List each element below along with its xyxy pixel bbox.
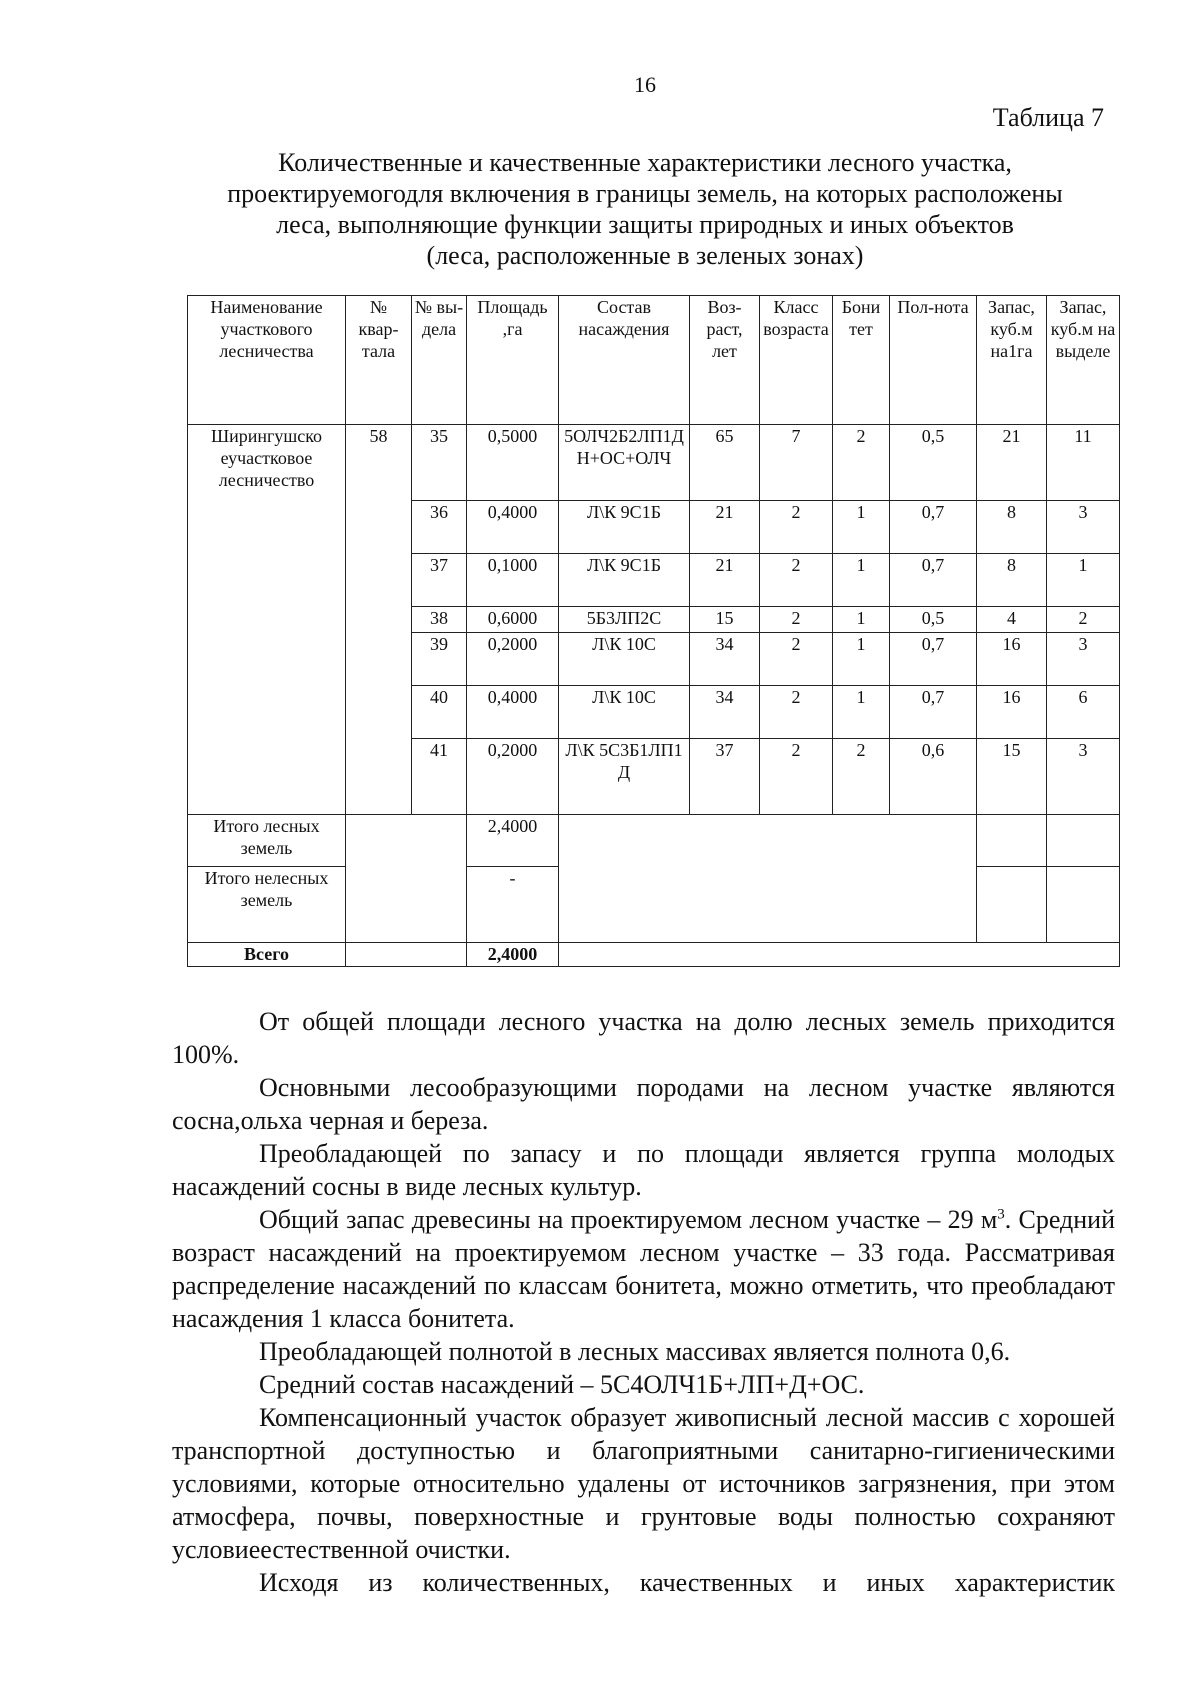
vydel-cell: 38 [412, 607, 467, 633]
forest-characteristics-table [187, 295, 1120, 967]
paragraph: Компенсационный участок образует живописный лесной массив с хорошей транспортной доступностью и благоприятными санитарно-гигиеническими условиями, которые относительно удалены от источников загрязнения, при этом атмосфера, почвы, поверхностные и грунтовые воды полностью сохраняют условиеестественной очистки. [172, 1403, 1115, 1564]
paragraph: Преобладающей полнотой в лесных массивах является полнота 0,6. [259, 1337, 1011, 1366]
age-class-cell: 2 [760, 554, 833, 607]
age-cell: 34 [690, 633, 760, 686]
header-density: Пол-нота [890, 296, 977, 425]
area-cell: 0,2000 [467, 633, 559, 686]
header-stock-total: Запас, куб.м на выделе [1047, 296, 1120, 425]
density-cell: 0,5 [890, 607, 977, 633]
vydel-cell: 41 [412, 739, 467, 815]
density-cell: 0,7 [890, 554, 977, 607]
stock-per-ha-cell: 8 [977, 501, 1047, 554]
bonitet-cell: 1 [833, 554, 890, 607]
table-header-row [188, 296, 1120, 425]
table-title [160, 147, 1130, 271]
empty-cell [977, 867, 1047, 943]
header-quarter: № квар-тала [346, 296, 412, 425]
paragraph-part: Общий запас древесины на проектируемом лесном участке – 29 м [259, 1205, 998, 1234]
density-cell: 0,7 [890, 633, 977, 686]
stock-per-ha-cell: 8 [977, 554, 1047, 607]
quarter-number: 58 [346, 425, 412, 815]
stock-total-cell: 11 [1047, 425, 1120, 501]
empty-cell [346, 815, 467, 943]
paragraph: Основными лесообразующими породами на лесном участке являются сосна,ольха черная и береза. [172, 1073, 1115, 1135]
composition-cell: 5Б3ЛП2С [559, 607, 690, 633]
total-forest-label: Итого лесных земель [188, 815, 346, 867]
stock-total-cell: 3 [1047, 633, 1120, 686]
total-forest-row [188, 815, 1120, 867]
header-stock-per-ha: Запас, куб.м на1га [977, 296, 1047, 425]
stock-per-ha-cell: 16 [977, 686, 1047, 739]
grand-total-label: Всего [188, 943, 346, 967]
header-bonitet: Бони тет [833, 296, 890, 425]
empty-cell [1047, 815, 1120, 867]
grand-total-row [188, 943, 1120, 967]
forestry-name: Ширингушско еучастковое лесничество [188, 425, 346, 815]
age-cell: 34 [690, 686, 760, 739]
table-label: Таблица 7 [992, 103, 1104, 132]
stock-total-cell: 2 [1047, 607, 1120, 633]
area-cell: 0,4000 [467, 501, 559, 554]
stock-per-ha-cell: 4 [977, 607, 1047, 633]
age-class-cell: 2 [760, 607, 833, 633]
vydel-cell: 37 [412, 554, 467, 607]
vydel-cell: 35 [412, 425, 467, 501]
paragraph: Средний состав насаждений – 5С4ОЛЧ1Б+ЛП+Д+ОС. [259, 1370, 865, 1399]
vydel-cell: 40 [412, 686, 467, 739]
area-cell: 0,6000 [467, 607, 559, 633]
composition-cell: Л\К 5С3Б1ЛП1 Д [559, 739, 690, 815]
grand-total-area: 2,4000 [467, 943, 559, 967]
composition-cell: Л\К 9С1Б [559, 554, 690, 607]
header-composition: Состав насаждения [559, 296, 690, 425]
bonitet-cell: 1 [833, 607, 890, 633]
empty-cell [346, 943, 467, 967]
paragraph: Исходя из количественных, качественных и иных характеристик [259, 1568, 1115, 1597]
bonitet-cell: 2 [833, 425, 890, 501]
composition-cell: Л\К 10С [559, 686, 690, 739]
vydel-cell: 39 [412, 633, 467, 686]
composition-cell: Л\К 10С [559, 633, 690, 686]
density-cell: 0,6 [890, 739, 977, 815]
paragraph [172, 1203, 1115, 1335]
area-cell: 0,5000 [467, 425, 559, 501]
stock-per-ha-cell: 21 [977, 425, 1047, 501]
age-cell: 15 [690, 607, 760, 633]
composition-cell: Л\К 9С1Б [559, 501, 690, 554]
header-vydel: № вы-дела [412, 296, 467, 425]
title-line: проектируемогодля включения в границы земель, на которых расположены [227, 179, 1063, 208]
age-class-cell: 2 [760, 633, 833, 686]
header-area: Площадь ,га [467, 296, 559, 425]
area-cell: 0,2000 [467, 739, 559, 815]
age-cell: 65 [690, 425, 760, 501]
empty-cell [977, 815, 1047, 867]
stock-total-cell: 1 [1047, 554, 1120, 607]
empty-cell [1047, 867, 1120, 943]
header-age: Воз-раст, лет [690, 296, 760, 425]
age-class-cell: 2 [760, 501, 833, 554]
empty-cell [559, 943, 1120, 967]
age-class-cell: 2 [760, 686, 833, 739]
vydel-cell: 36 [412, 501, 467, 554]
page-number: 16 [634, 72, 656, 97]
stock-per-ha-cell: 16 [977, 633, 1047, 686]
paragraph: От общей площади лесного участка на долю лесных земель приходится 100%. [172, 1007, 1115, 1069]
composition-cell: 5ОЛЧ2Б2ЛП1Д Н+ОС+ОЛЧ [559, 425, 690, 501]
header-age-class: Класс возраста [760, 296, 833, 425]
total-forest-area: 2,4000 [467, 815, 559, 867]
title-line: (леса, расположенные в зеленых зонах) [426, 241, 864, 270]
stock-total-cell: 3 [1047, 739, 1120, 815]
total-nonforest-label: Итого нелесных земель [188, 867, 346, 943]
age-cell: 37 [690, 739, 760, 815]
bonitet-cell: 1 [833, 501, 890, 554]
stock-per-ha-cell: 15 [977, 739, 1047, 815]
bonitet-cell: 1 [833, 686, 890, 739]
title-line: леса, выполняющие функции защиты природных и иных объектов [276, 210, 1014, 239]
bonitet-cell: 1 [833, 633, 890, 686]
density-cell: 0,7 [890, 501, 977, 554]
superscript: 3 [997, 1206, 1005, 1223]
density-cell: 0,5 [890, 425, 977, 501]
bonitet-cell: 2 [833, 739, 890, 815]
total-nonforest-area: - [467, 867, 559, 943]
empty-cell [559, 815, 977, 943]
density-cell: 0,7 [890, 686, 977, 739]
area-cell: 0,1000 [467, 554, 559, 607]
paragraph-part: . Средний возраст насаждений на проектируемом лесном участке – 33 года. Рассматривая распределение насаждений по классам бонитета, можно отметить, что преобладают насаждения 1 класса бонитета. [172, 1205, 1116, 1333]
table-row [188, 425, 1120, 501]
age-cell: 21 [690, 501, 760, 554]
header-forestry: Наименование участкового лесничества [188, 296, 346, 425]
age-cell: 21 [690, 554, 760, 607]
stock-total-cell: 6 [1047, 686, 1120, 739]
body-text [172, 1005, 1115, 1599]
age-class-cell: 7 [760, 425, 833, 501]
paragraph: Преобладающей по запасу и по площади является группа молодых насаждений сосны в виде лесных культур. [172, 1139, 1115, 1201]
title-line: Количественные и качественные характеристики лесного участка, [278, 148, 1012, 177]
area-cell: 0,4000 [467, 686, 559, 739]
age-class-cell: 2 [760, 739, 833, 815]
stock-total-cell: 3 [1047, 501, 1120, 554]
